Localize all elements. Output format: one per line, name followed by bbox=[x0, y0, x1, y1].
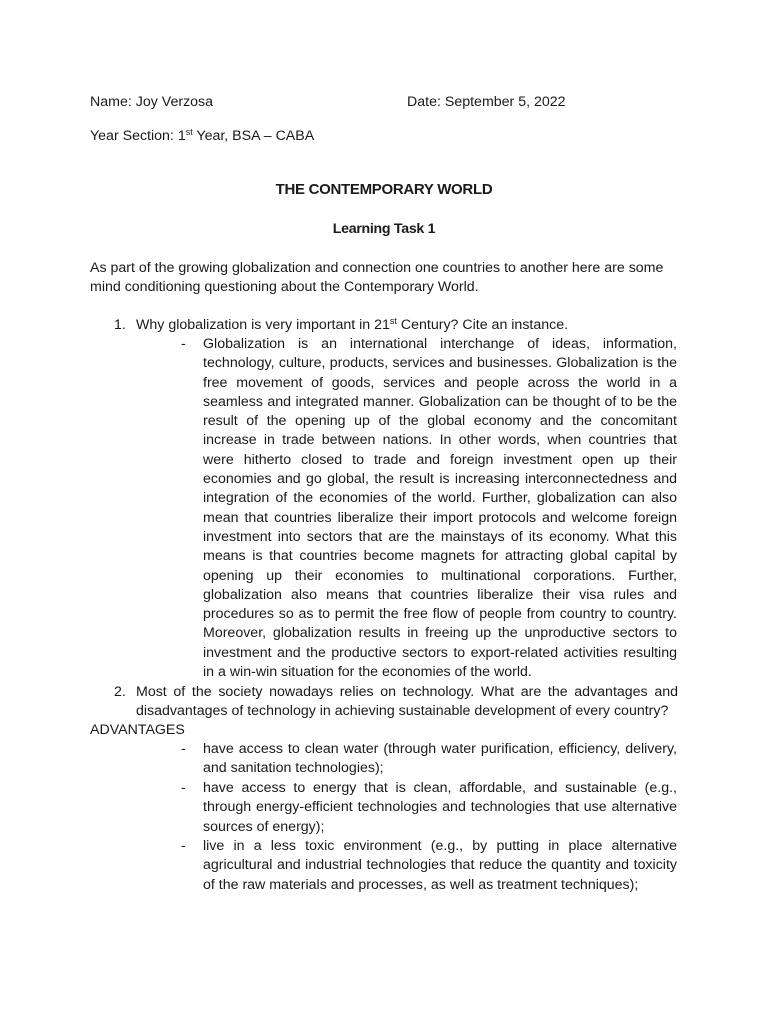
question-2-number: 2. bbox=[114, 684, 126, 700]
answer-1-bullet: - bbox=[181, 336, 186, 352]
page-subtitle: Learning Task 1 bbox=[332, 221, 436, 237]
name-label: Name: bbox=[90, 94, 132, 110]
question-1-sup: st bbox=[389, 316, 397, 326]
advantage-2-text: have access to energy that is clean, affordable, and sustainable (e.g., through energy-efficient technologies and technologies that use alternative sources of energy); bbox=[203, 780, 677, 835]
answer-1-text: Globalization is an international interchange of ideas, information, technology, culture, products, services and businesses. Globalization is the free movement of goods, services and people across the world in a seamless and integrated manner. Globalization can be thought of to be the result of the opening up of the global economy and the concomitant increase in trade between nations. In other words, when countries that were hitherto closed to trade and foreign investment open up their economies and go global, the result is increasing interconnectedness and integration of the economies of the world. Further, globalization can also mean that countries liberalize their import protocols and welcome foreign investment into sectors that are the mainstays of its economy. What this means is that countries become magnets for attracting global capital by opening up their economies to multinational corporations. Further, globalization also means that countries liberalize their visa rules and procedures so as to permit the free flow of people from country to country. Moreover, globalization results in freeing up the unproductive sectors to investment and the productive sectors to export-related activities resulting in a win-win situation for the economies of the world. bbox=[203, 336, 677, 681]
advantage-1-bullet: - bbox=[181, 741, 186, 757]
year-sup: st bbox=[185, 127, 193, 137]
date-value: September 5, 2022 bbox=[444, 94, 566, 110]
year-prefix: 1 bbox=[177, 128, 186, 144]
advantage-1-text: have access to clean water (through water purification, efficiency, delivery, and sanitation technologies); bbox=[203, 741, 677, 777]
year-section-label: Year Section: bbox=[90, 128, 174, 144]
advantage-3-text: live in a less toxic environment (e.g., by putting in place alternative agricultural and industrial technologies that reduce the quantity and toxicity of the raw materials and processes, as well as treatment techniques); bbox=[203, 838, 677, 893]
advantages-heading: ADVANTAGES bbox=[90, 722, 185, 738]
question-1-text bbox=[136, 316, 568, 335]
name-value: Joy Verzosa bbox=[135, 94, 214, 110]
advantage-3-bullet: - bbox=[181, 838, 186, 854]
date-line bbox=[407, 93, 566, 112]
year-rest: Year, BSA – CABA bbox=[192, 128, 315, 144]
date-label: Date: bbox=[407, 94, 441, 110]
question-1-number: 1. bbox=[114, 317, 126, 333]
page-title: THE CONTEMPORARY WORLD bbox=[275, 181, 493, 198]
intro-paragraph: As part of the growing globalization and connection one countries to another here are some mind conditioning questioning about the Contemporary World. bbox=[90, 260, 664, 296]
question-2-text: Most of the society nowadays relies on technology. What are the advantages and disadvantages of technology in achieving sustainable development of every country? bbox=[136, 684, 678, 720]
year-section-line bbox=[90, 127, 314, 146]
question-1-text-b: Century? Cite an instance. bbox=[396, 317, 569, 333]
question-1-text-a: Why globalization is very important in 21 bbox=[136, 317, 390, 333]
name-line bbox=[90, 93, 213, 112]
advantage-2-bullet: - bbox=[181, 780, 186, 796]
